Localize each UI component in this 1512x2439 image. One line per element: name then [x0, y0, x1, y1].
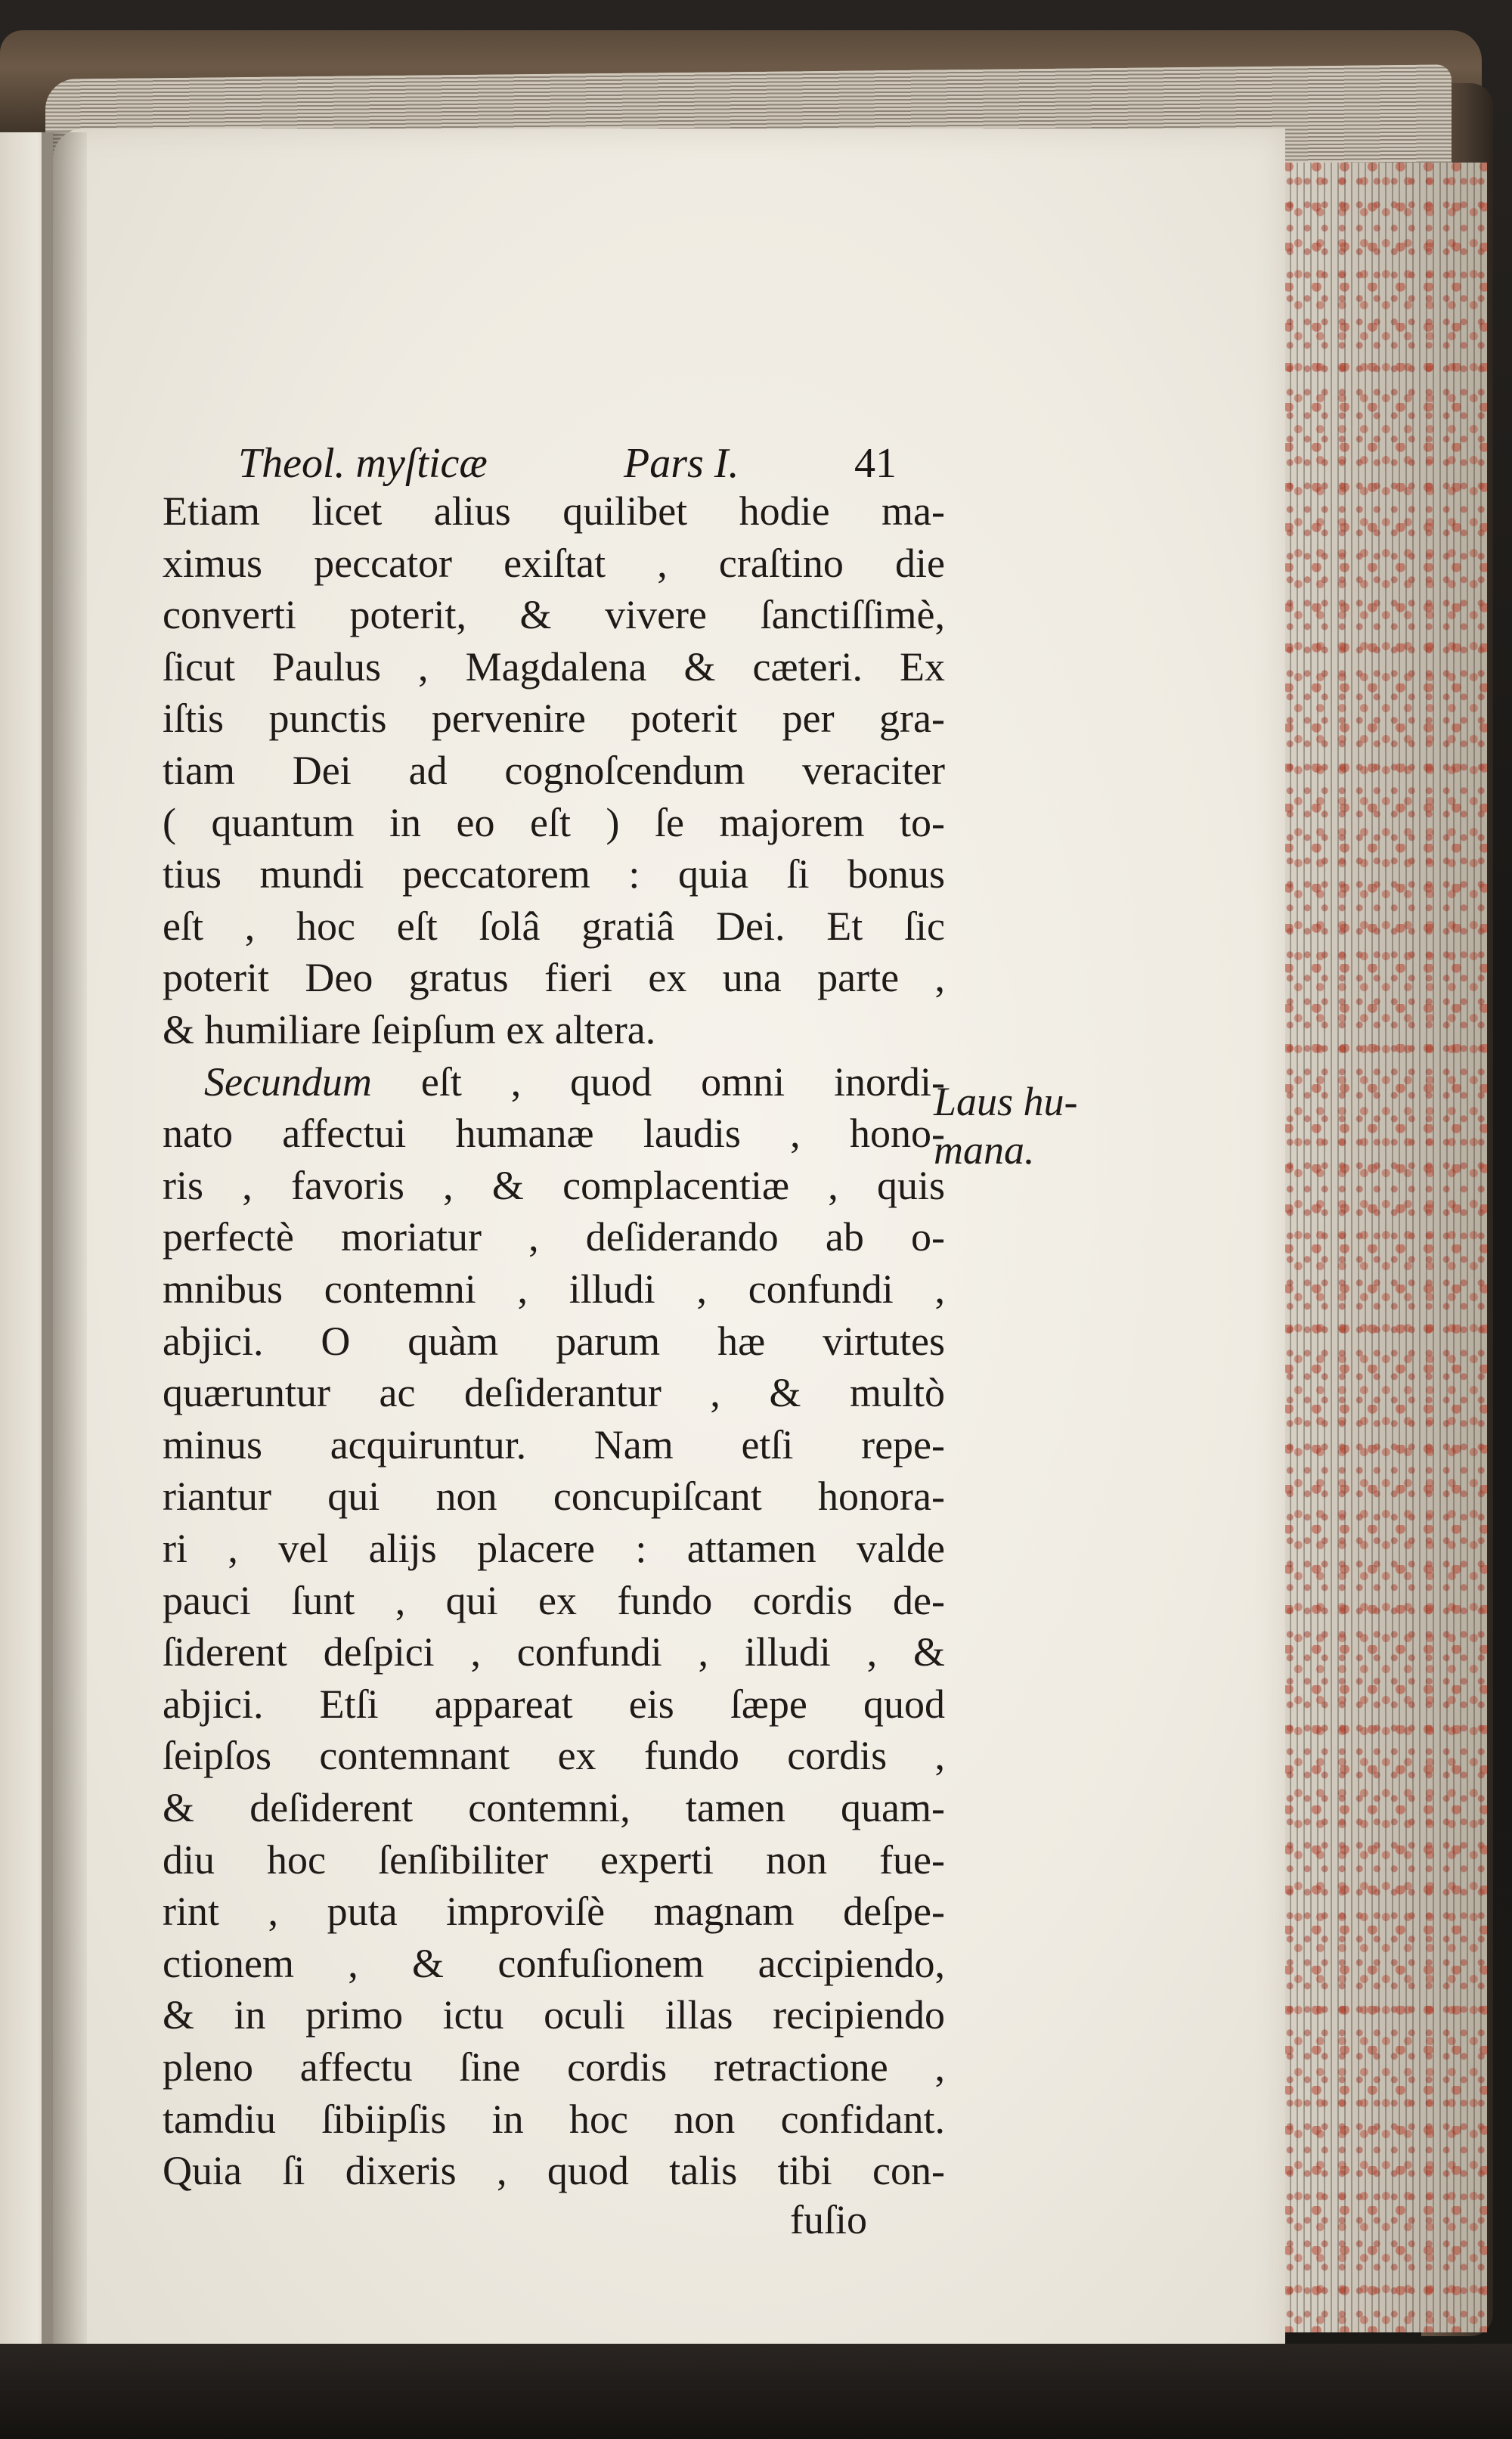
text-line: diu hoc ſenſibiliter experti non fue- [163, 1836, 945, 1883]
text-line: abjici. Etſi appareat eis ſæpe quod [163, 1681, 945, 1727]
margin-note [934, 1077, 1160, 1174]
text-line: tamdiu ſibiipſis in hoc non confidant. [163, 2096, 945, 2142]
text-line: ctionem , & confuſionem accipiendo, [163, 1940, 945, 1986]
text-line: quæruntur ac deſiderantur , & multò [163, 1370, 945, 1416]
text-line: ſeipſos contemnant ex fundo cordis , [163, 1733, 945, 1779]
text-line: & deſiderent contemni, tamen quam- [163, 1785, 945, 1830]
text-line: pleno affectu ſine cordis retractione , [163, 2044, 945, 2090]
bottom-shadow [0, 2344, 1512, 2439]
italic-word: Secundum [204, 1058, 372, 1105]
catchword: fuſio [790, 2197, 867, 2242]
text-line: converti poterit, & vivere ſanctiſſimè, [163, 592, 945, 638]
text-line: Secundum eſt , quod omni inordi- [204, 1058, 945, 1105]
book-page [53, 129, 1285, 2378]
gutter-shadow [42, 132, 87, 2348]
page-edges-right [1281, 163, 1487, 2332]
text-line: ri , vel alijs placere : attamen valde [163, 1526, 945, 1571]
text-line: iſtis punctis pervenire poterit per gra- [163, 696, 945, 742]
text-line: ſiderent deſpici , confundi , illudi , & [163, 1629, 945, 1675]
margin-note-line-2: mana. [934, 1127, 1035, 1173]
text-line: ( quantum in eo eſt ) ſe majorem to- [163, 799, 945, 845]
text-line: Quia ſi dixeris , quod talis tibi con- [163, 2148, 945, 2194]
text-line: nato affectui humanæ laudis , hono- [163, 1111, 945, 1157]
text-line: ris , favoris , & complacentiæ , quis [163, 1162, 945, 1208]
text-line: Etiam licet alius quilibet hodie ma- [163, 488, 945, 534]
text-line: abjici. O quàm parum hæ virtutes [163, 1318, 945, 1364]
text-line: pauci ſunt , qui ex fundo cordis de- [163, 1577, 945, 1623]
text-line: minus acquiruntur. Nam etſi repe- [163, 1421, 945, 1467]
page-number: 41 [854, 440, 897, 487]
running-title: Theol. myſticæ [238, 440, 488, 487]
text-line: riantur qui non concupiſcant honora- [163, 1474, 945, 1520]
text-line: eſt , hoc eſt ſolâ gratiâ Dei. Et ſic [163, 903, 945, 949]
text-line: perfectè moriatur , deſiderando ab o- [163, 1214, 945, 1260]
text-line: & humiliare ſeipſum ex altera. [163, 1007, 656, 1052]
text-line: ximus peccator exiſtat , craſtino die [163, 540, 945, 586]
text-line: rint , puta improviſè magnam deſpe- [163, 1889, 945, 1935]
text-line: & in primo ictu oculi illas recipiendo [163, 1992, 945, 2038]
margin-note-line-1: Laus hu- [934, 1079, 1078, 1124]
text-line: mnibus contemni , illudi , confundi , [163, 1266, 945, 1312]
text-line: poterit Deo gratus fieri ex una parte , [163, 955, 945, 1001]
part-label: Pars I. [624, 440, 739, 487]
text-line: tiam Dei ad cognoſcendum veraciter [163, 748, 945, 793]
running-header [238, 437, 934, 490]
text-line: tius mundi peccatorem : quia ſi bonus [163, 851, 945, 897]
text-line: ſicut Paulus , Magdalena & cæteri. Ex [163, 643, 945, 690]
